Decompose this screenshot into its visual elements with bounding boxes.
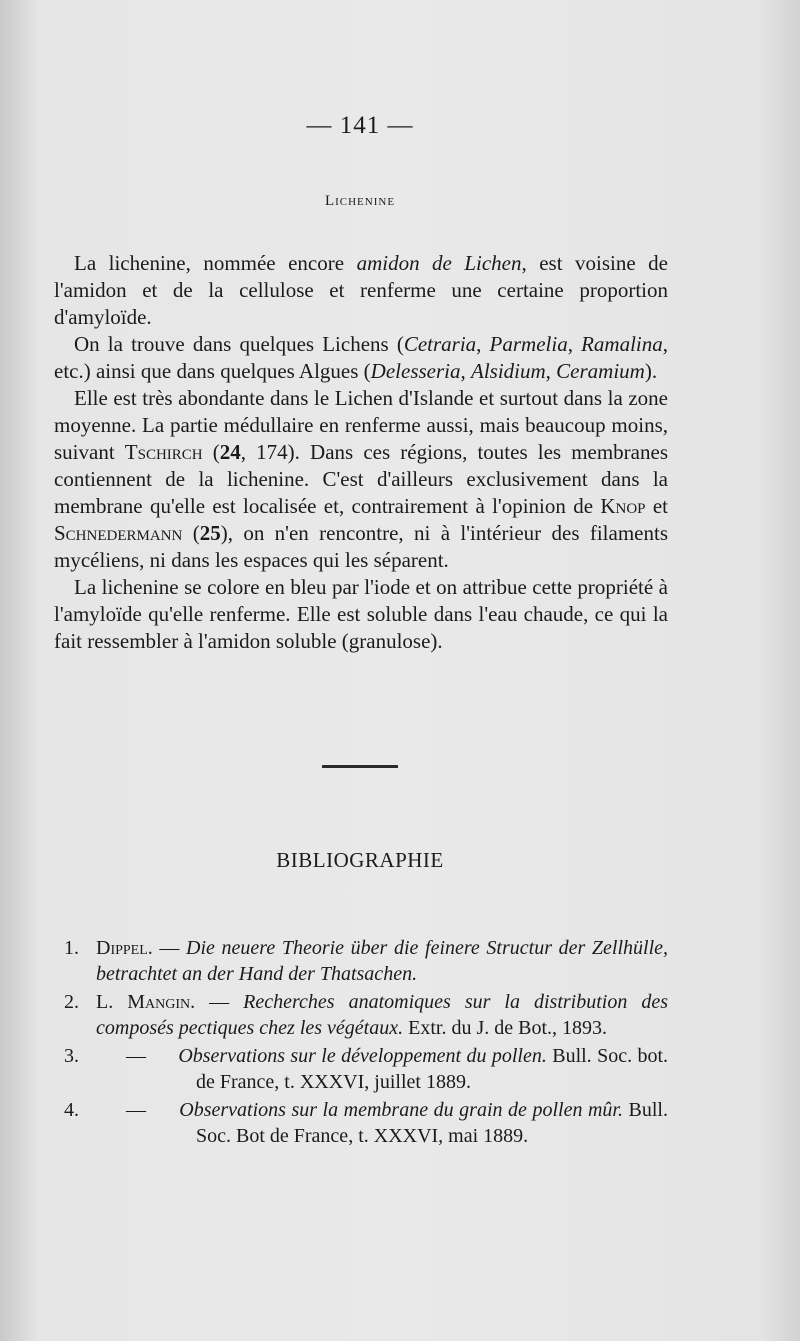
italic-term: Cetraria [403,332,477,356]
paragraph-1 [54,250,668,331]
bibliography-entry-2 [54,989,668,1041]
entry-dash: — [126,1099,146,1121]
text-run: , 174). Dans ces régions, toutes les membranes contiennent de la lichenine. C'est d'ailleurs exclusivement dans la membrane qu'elle est localisée et, contrairement à l'opinion de [54,440,668,518]
entry-dash: — [209,991,230,1013]
entry-body [54,935,668,987]
italic-term: Alsidium [471,359,546,383]
entry-title: Recherches anatomiques sur la distribution des composés pectiques chez les végétaux. [96,991,668,1039]
entry-rest: Bull. Soc. bot. de France, t. XXXVI, juillet 1889. [196,1045,669,1093]
italic-term: Ramalina [581,332,663,356]
entry-body [54,1043,668,1095]
entry-body [54,989,668,1041]
entry-title: Observations sur la membrane du grain de pollen mûr. [179,1099,623,1121]
bibliography-entry-1 [54,935,668,987]
text-run: ). [644,359,658,383]
bibliography-heading: BIBLIOGRAPHIE [276,848,444,872]
entry-author: L. Mangin. [96,991,196,1013]
paragraph-2 [54,331,668,385]
text-run: , [567,332,582,356]
text-run: Elle est très abondante dans le Lichen d'Islande et surtout dans la zone moyenne. La partie médullaire en renferme aussi, mais beaucoup moins, suivant [54,386,668,464]
text-run: et [645,494,669,518]
entry-number: 3. [64,1045,79,1067]
text-run: , [476,332,490,356]
text-run: La lichenine, nommée encore [74,251,357,275]
entry-rest: Extr. du J. de Bot., 1893. [403,1017,607,1039]
entry-author: Dippel. [96,937,153,959]
entry-title: Observations sur le développement du pollen. [178,1045,547,1067]
text-run: La lichenine se colore en bleu par l'iode et on attribue cette propriété à l'amyloïde qu'elle renferme. Elle est soluble dans l'eau chaude, ce qui la fait ressembler à l'amidon soluble (granulose). [54,575,668,653]
section-title: Lichenine [324,193,396,209]
section-divider [322,765,398,768]
entry-number: 2. [64,991,79,1013]
text-run: ( [202,440,220,464]
reference-number: 24 [219,440,241,464]
italic-term: amidon de Lichen [356,251,522,275]
entry-title: Die neuere Theorie über die feinere Structur der Zellhülle, betrachtet an der Hand der Thatsachen. [96,937,668,985]
entry-number: 1. [64,937,79,959]
body-text [54,250,668,655]
paragraph-4 [54,574,668,655]
entry-rest: Bull. Soc. Bot de France, t. XXXVI, mai 1889. [196,1099,668,1147]
bibliography-list [54,935,668,1151]
paragraph-3 [54,385,668,574]
text-run: , [545,359,557,383]
italic-term: Parmelia [489,332,568,356]
text-run: ), on n'en rencontre, ni à l'intérieur des filaments mycéliens, ni dans les espaces qui les séparent. [54,521,668,572]
entry-body [54,1097,668,1149]
bibliography-entry-4 [54,1097,668,1149]
author-name: Knop [600,494,646,518]
text-run: , etc.) ainsi que dans quelques Algues ( [54,332,668,383]
italic-term: Delesseria [370,359,461,383]
bibliography-entry-3 [54,1043,668,1095]
text-run: ( [182,521,200,545]
author-name: Tschirch [124,440,203,464]
text-run: , est voisine de l'amidon et de la cellulose et renferme une certaine proportion d'amyloïde. [54,251,668,329]
entry-number: 4. [64,1099,79,1121]
author-name: Schnedermann [54,521,183,545]
entry-dash: — [126,1045,146,1067]
reference-number: 25 [199,521,221,545]
italic-term: Ceramium [556,359,645,383]
page-number: — 141 — [306,112,414,139]
entry-dash: — [159,937,180,959]
text-run: On la trouve dans quelques Lichens ( [74,332,404,356]
text-run: , [460,359,471,383]
